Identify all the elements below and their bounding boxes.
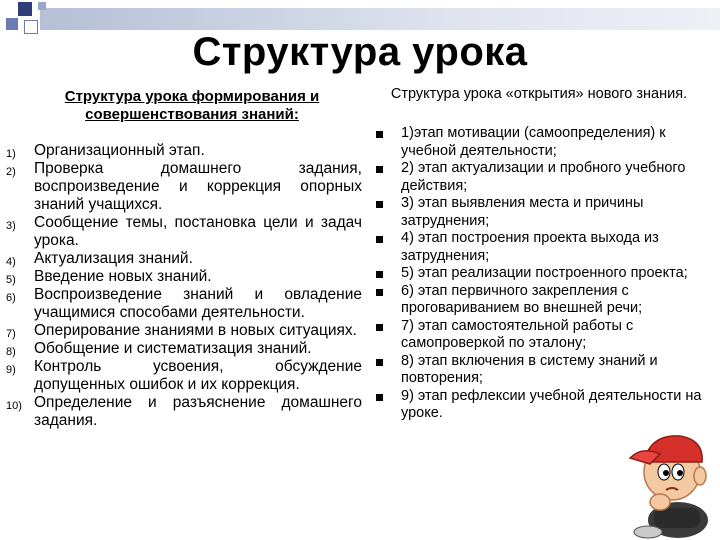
- list-item: 2) этап актуализации и пробного учебного действия;: [374, 160, 706, 195]
- list-item: 4) этап построения проекта выхода из затруднения;: [374, 230, 706, 265]
- list-item: 7) Оперирование знаниями в новых ситуациях.: [6, 322, 357, 340]
- square-bullet-icon: [376, 324, 383, 331]
- list-item: 8) этап включения в систему знаний и повторения;: [374, 353, 706, 388]
- thinking-boy-illustration: [620, 410, 720, 540]
- square-bullet-icon: [376, 236, 383, 243]
- list-item: 1)этап мотивации (самоопределения) к учебной деятельности;: [374, 125, 706, 160]
- list-item: 5) Введение новых знаний.: [6, 268, 212, 286]
- list-item: 3) этап выявления места и причины затруднения;: [374, 195, 706, 230]
- header-decoration-bar: [40, 8, 720, 30]
- square-bullet-icon: [376, 201, 383, 208]
- decoration-square: [38, 2, 46, 10]
- list-item: 3) Сообщение темы, постановка цели и задач урока.: [6, 214, 362, 249]
- list-item: 4) Актуализация знаний.: [6, 250, 193, 268]
- list-item: 9) этап рефлексии учебной деятельности на уроке.: [374, 388, 706, 423]
- square-bullet-icon: [376, 359, 383, 366]
- square-bullet-icon: [376, 166, 383, 173]
- list-item: 5) этап реализации построенного проекта;: [374, 265, 706, 283]
- list-item: 6) Воспроизведение знаний и овладение учащимися способами деятельности.: [6, 286, 362, 321]
- list-item: 1) Организационный этап.: [6, 142, 205, 160]
- square-bullet-icon: [376, 131, 383, 138]
- list-item: 9) Контроль усвоения, обсуждение допущенных ошибок и их коррекция.: [6, 358, 362, 393]
- list-item: 6) этап первичного закрепления с проговариванием во внешней речи;: [374, 283, 706, 318]
- list-item: 7) этап самостоятельной работы с самопроверкой по эталону;: [374, 318, 706, 353]
- list-item: 8) Обобщение и систематизация знаний.: [6, 340, 312, 358]
- square-bullet-icon: [376, 271, 383, 278]
- right-column-heading: Структура урока «открытия» нового знания.: [390, 86, 688, 102]
- page-title: Структура урока: [192, 30, 528, 74]
- decoration-square: [18, 2, 32, 16]
- square-bullet-icon: [376, 289, 383, 296]
- left-column-heading: Структура урока формирования и совершенствования знаний:: [64, 88, 320, 123]
- left-numbered-list: [0, 142, 362, 430]
- list-item: 2) Проверка домашнего задания, воспроизведение и коррекция опорных знаний учащихся.: [6, 160, 362, 213]
- right-bullet-list: [374, 125, 706, 423]
- decoration-square: [6, 18, 18, 30]
- list-item: 10) Определение и разъяснение домашнего задания.: [6, 394, 362, 429]
- square-bullet-icon: [376, 394, 383, 401]
